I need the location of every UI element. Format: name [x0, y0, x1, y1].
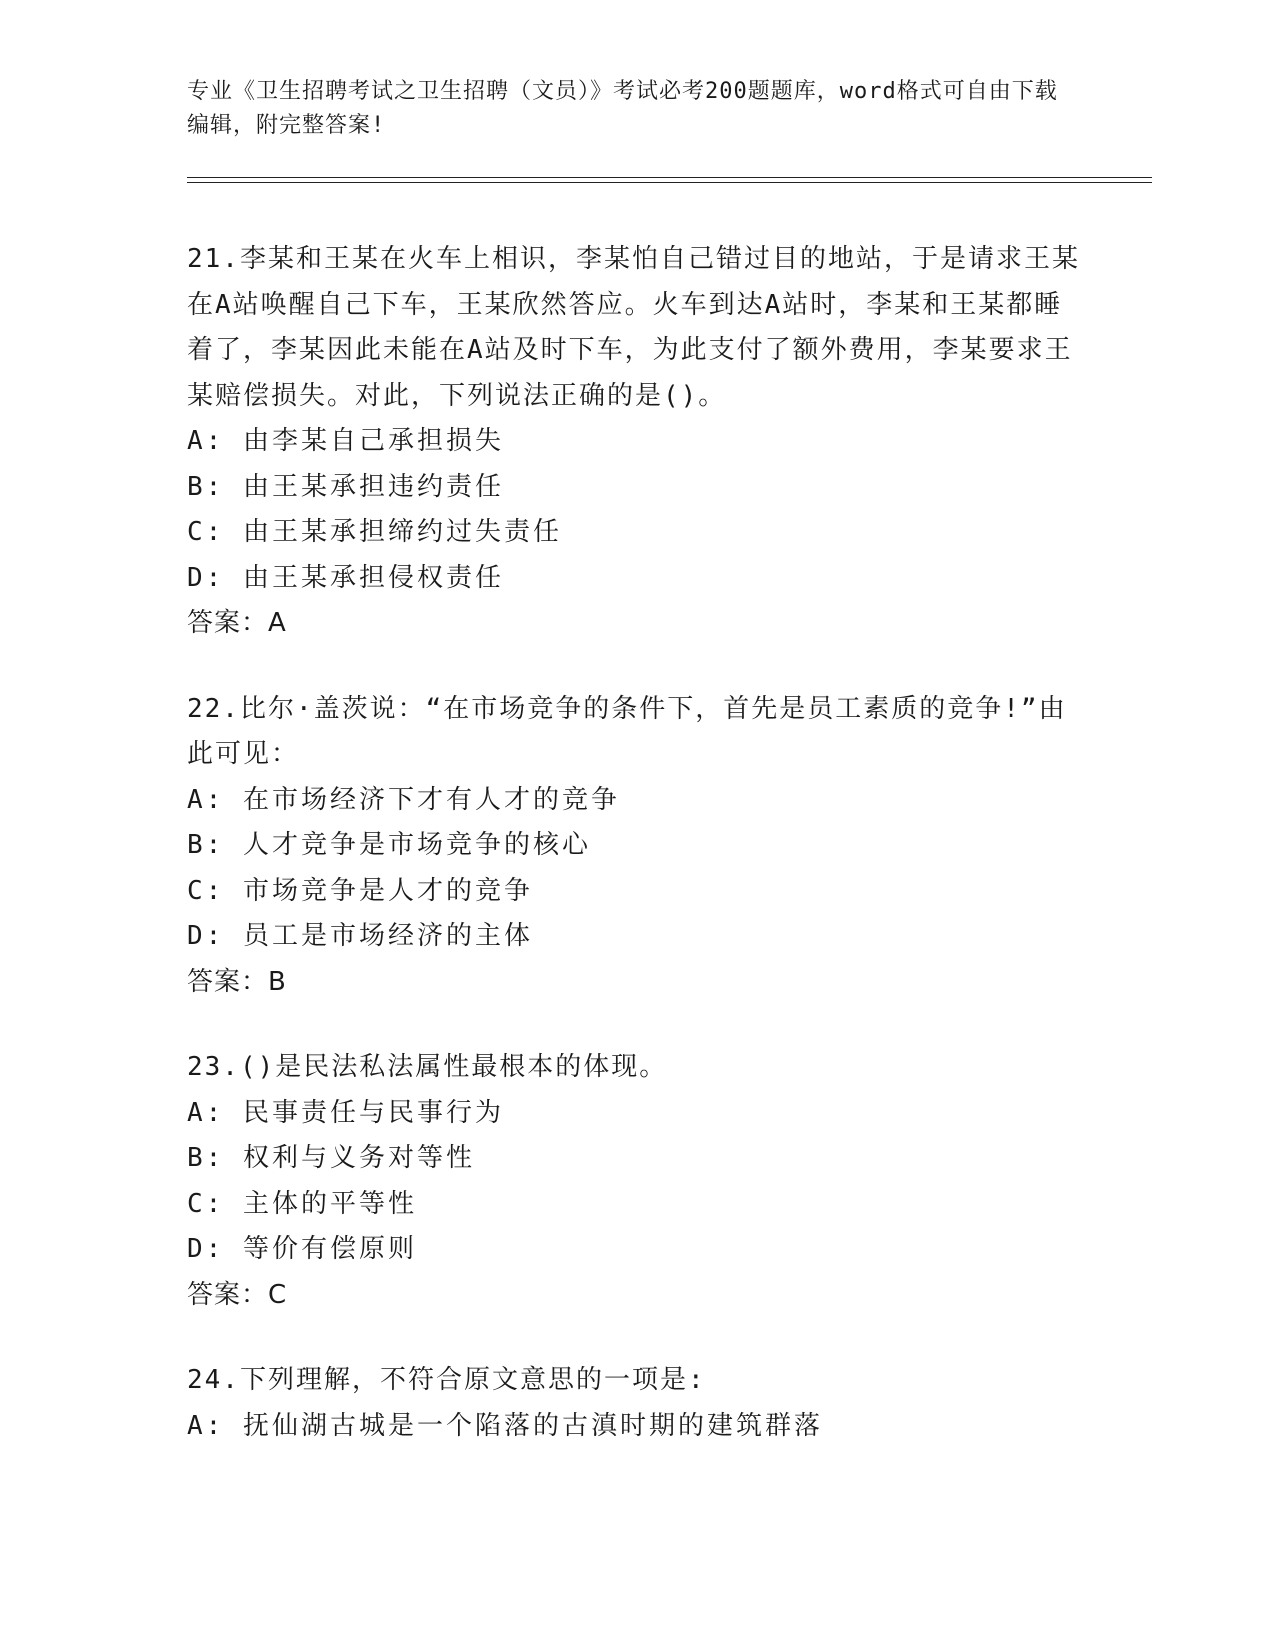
option-d: D: 等价有偿原则 — [187, 1234, 417, 1264]
option-d: D: 由王某承担侵权责任 — [187, 562, 504, 593]
option-b: B: 由王某承担违约责任 — [187, 471, 504, 502]
option-c: C: 市场竞争是人才的竞争 — [187, 875, 533, 906]
option-c: C: 主体的平等性 — [187, 1188, 417, 1219]
option-a: A: 民事责任与民事行为 — [187, 1097, 504, 1128]
question-stem: 21.李某和王某在火车上相识，李某怕自己错过目的地站，于是请求王某在A站唤醒自己下车，王某欣然答应。火车到达A站时，李某和王某都睡着了，李某因此未能在A站及时下车，为此支付了额外费用，李某要求王某赔偿损失。对此，下列说法正确的是()。 — [187, 244, 1080, 411]
header-rule-top — [187, 177, 1152, 178]
option-a: A: 抚仙湖古城是一个陷落的古滇时期的建筑群落 — [187, 1410, 823, 1441]
option-c: C: 由王某承担缔约过失责任 — [187, 517, 562, 547]
answer: 答案：C — [187, 1279, 288, 1310]
option-b: B: 人才竞争是市场竞争的核心 — [187, 830, 591, 860]
answer: 答案：B — [187, 966, 287, 997]
option-b: B: 权利与义务对等性 — [187, 1143, 475, 1173]
question-stem: 23.()是民法私法属性最根本的体现。 — [187, 1052, 668, 1082]
question-stem: 22.比尔·盖茨说：“在市场竞争的条件下，首先是员工素质的竞争!”由此可见： — [187, 693, 1067, 769]
question-24 — [187, 1358, 1087, 1449]
question-stem: 24.下列理解，不符合原文意思的一项是: — [187, 1365, 706, 1395]
option-d: D: 员工是市场经济的主体 — [187, 921, 533, 951]
option-a: A: 由李某自己承担损失 — [187, 426, 504, 456]
option-a: A: 在市场经济下才有人才的竞争 — [187, 784, 620, 815]
header-rule-bottom — [187, 182, 1152, 183]
answer: 答案：A — [187, 608, 287, 638]
question-21 — [187, 237, 1087, 647]
question-23 — [187, 1045, 1087, 1318]
question-list — [187, 237, 1087, 1489]
question-22 — [187, 687, 1087, 1006]
document-header: 专业《卫生招聘考试之卫生招聘（文员）》考试必考200题题库，word格式可自由下载编辑，附完整答案! — [187, 79, 1058, 138]
